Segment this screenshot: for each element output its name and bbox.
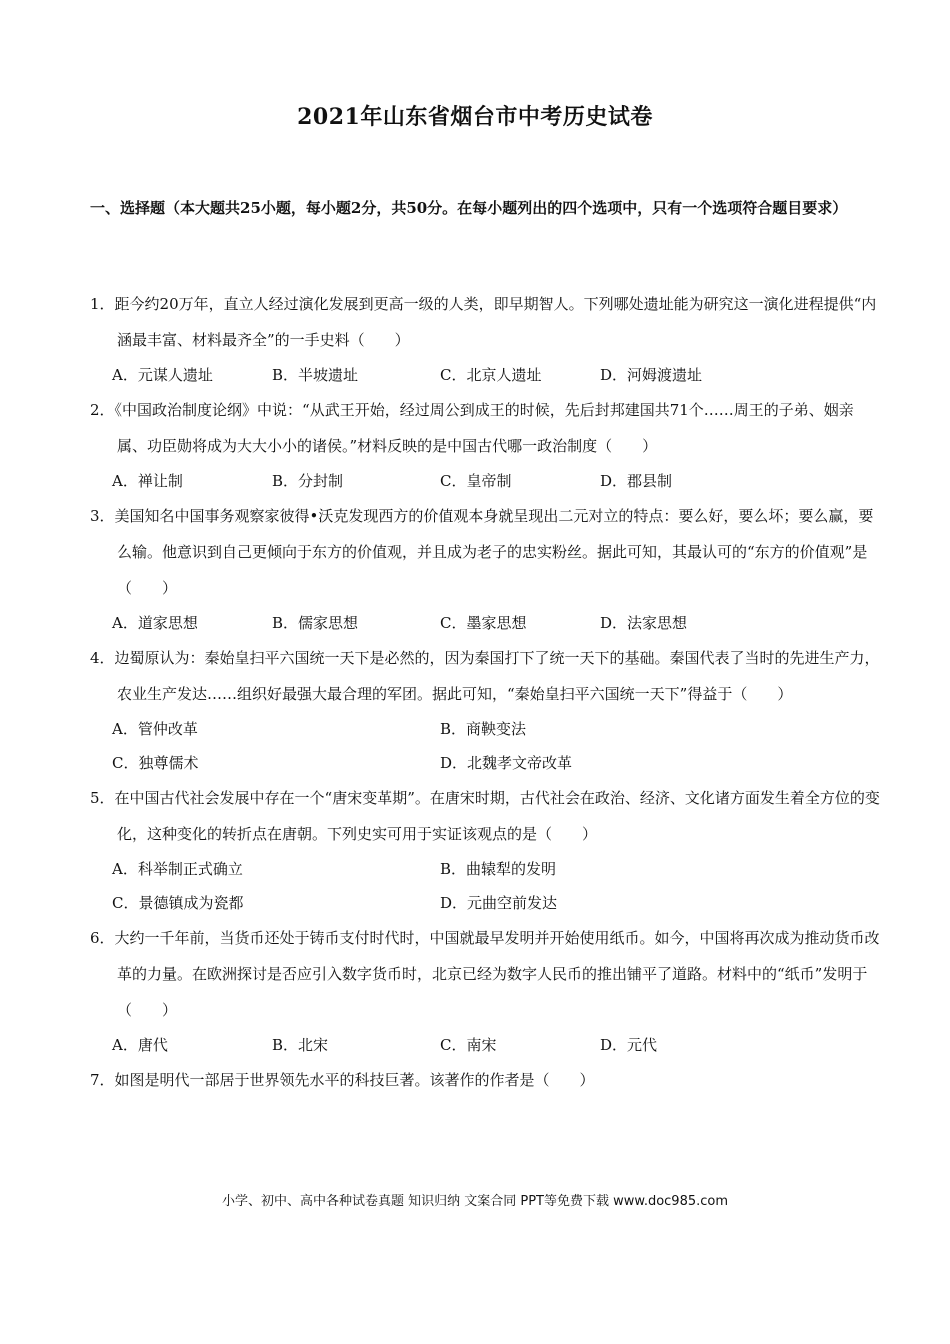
option-c: C．皇帝制: [440, 472, 512, 490]
question-stem: 5．在中国古代社会发展中存在一个“唐宋变革期”。在唐宋时期，古代社会在政治、经济、文化诸方面发生着全方位的变化，这种变化的转折点在唐朝。下列史实可用于实证该观点的是（ ）: [90, 789, 880, 843]
option-a: A．元谋人遗址: [112, 366, 213, 384]
option-b: B．商鞅变法: [440, 720, 527, 738]
option-a: A．唐代: [112, 1036, 168, 1054]
option-a: A．道家思想: [112, 614, 198, 632]
option-a: A．禅让制: [112, 472, 183, 490]
option-d: D．法家思想: [600, 614, 688, 632]
question-stem: 6．大约一千年前，当货币还处于铸币支付时代时，中国就最早发明并开始使用纸币。如今，中国将再次成为推动货币改革的力量。在欧洲探讨是否应引入数字货币时，北京已经为数字人民币的推出铺平了道路。材料中的“纸币”发明于（ ）: [90, 929, 880, 1019]
option-d: D．北魏孝文帝改革: [440, 754, 573, 772]
question-list: [90, 286, 880, 1098]
options-row: [90, 886, 880, 920]
question-stem: 3．美国知名中国事务观察家彼得•沃克发现西方的价值观本身就呈现出二元对立的特点：要么好，要么坏；要么赢，要么输。他意识到自己更倾向于东方的价值观，并且成为老子的忠实粉丝。据此可知，其最认可的“东方的价值观”是（ ）: [90, 507, 874, 597]
question-3: [90, 498, 880, 640]
options-row: [90, 712, 880, 746]
option-d: D．河姆渡遗址: [600, 366, 703, 384]
options-row: [90, 746, 880, 780]
options-row: [90, 606, 880, 640]
question-stem: 4．边蜀原认为：秦始皇扫平六国统一天下是必然的，因为秦国打下了统一天下的基础。秦国代表了当时的先进生产力，农业生产发达……组织好最强大最合理的军团。据此可知，“秦始皇扫平六国统一天下”得益于（ ）: [90, 649, 880, 703]
option-c: C．南宋: [440, 1036, 497, 1054]
option-b: B．儒家思想: [272, 614, 359, 632]
option-c: C．独尊儒术: [112, 754, 199, 772]
option-d: D．元曲空前发达: [440, 894, 558, 912]
page-footer: 小学、初中、高中各种试卷真题 知识归纳 文案合同 PPT等免费下载 www.doc985.com: [221, 1194, 729, 1209]
section-heading: 一、选择题（本大题共25小题，每小题2分，共50分。在每小题列出的四个选项中，只有一个选项符合题目要求）: [90, 199, 848, 217]
question-1: [90, 286, 880, 392]
question-stem: 7．如图是明代一部居于世界领先水平的科技巨著。该著作的作者是（ ）: [90, 1071, 595, 1089]
question-5: [90, 780, 880, 920]
option-c: C．墨家思想: [440, 614, 527, 632]
option-d: D．郡县制: [600, 472, 673, 490]
option-c: C．北京人遗址: [440, 366, 542, 384]
question-2: [90, 392, 880, 498]
question-stem: 1．距今约20万年，直立人经过演化发展到更高一级的人类，即早期智人。下列哪处遗址能为研究这一演化进程提供“内涵最丰富、材料最齐全”的一手史料（ ）: [90, 295, 877, 349]
option-a: A．科举制正式确立: [112, 860, 243, 878]
option-b: B．半坡遗址: [272, 366, 359, 384]
option-b: B．曲辕犁的发明: [440, 860, 557, 878]
question-6: [90, 920, 880, 1062]
question-7: [90, 1062, 880, 1098]
option-a: A．管仲改革: [112, 720, 198, 738]
option-d: D．元代: [600, 1036, 658, 1054]
question-stem: 2．《中国政治制度论纲》中说：“从武王开始，经过周公到成王的时候，先后封邦建国共71个……周王的子弟、姻亲属、功臣勋将成为大大小小的诸侯。”材料反映的是中国古代哪一政治制度（ ）: [90, 401, 854, 455]
option-b: B．分封制: [272, 472, 344, 490]
options-row: [90, 1028, 880, 1062]
option-b: B．北宋: [272, 1036, 329, 1054]
option-c: C．景德镇成为瓷都: [112, 894, 244, 912]
options-row: [90, 358, 880, 392]
options-row: [90, 852, 880, 886]
question-4: [90, 640, 880, 780]
options-row: [90, 464, 880, 498]
page-title: 2021年山东省烟台市中考历史试卷: [297, 104, 653, 130]
